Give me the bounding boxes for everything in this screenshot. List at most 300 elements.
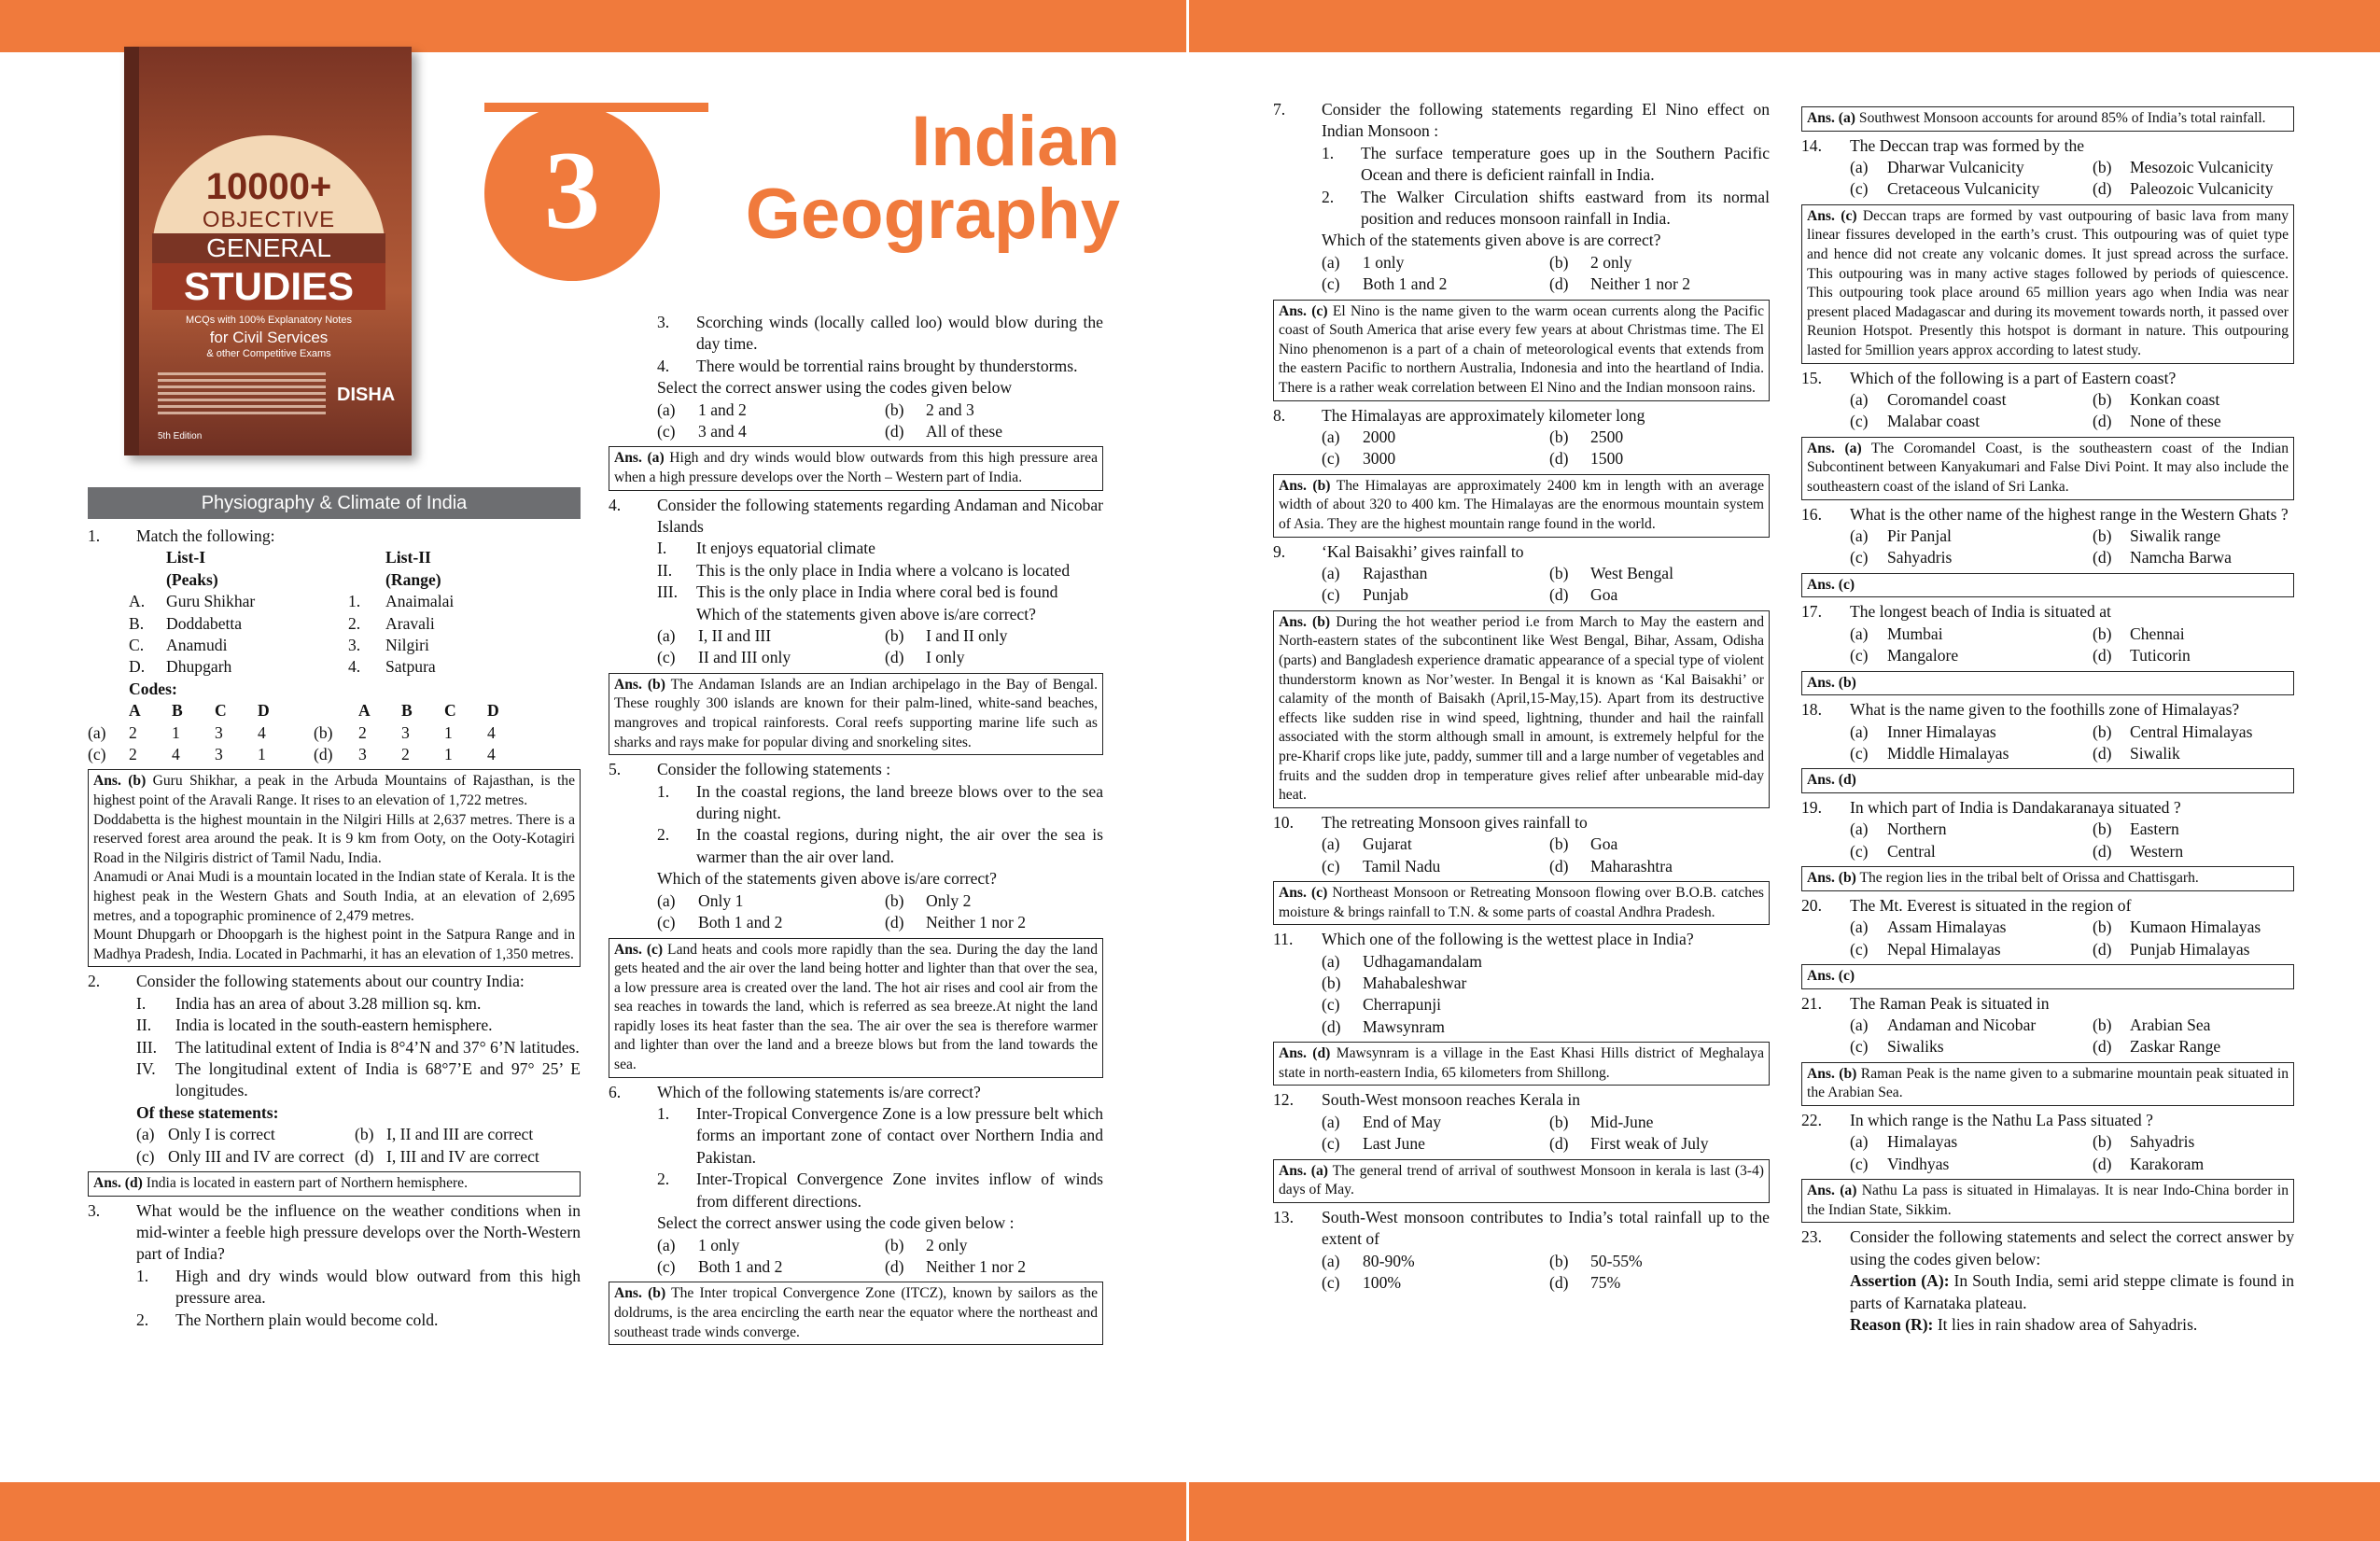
question-11 <box>1273 929 1770 950</box>
code-value: 2 <box>358 722 367 742</box>
answer-box-2 <box>88 1171 581 1197</box>
code-value: 3 <box>358 745 367 764</box>
question-9 <box>1273 541 1770 563</box>
option-text: Cherrapunji <box>1363 995 1442 1015</box>
question-12 <box>1273 1089 1770 1111</box>
option-text: None of these <box>2130 412 2221 431</box>
question-number: 5. <box>609 760 622 779</box>
statement-number: III. <box>657 582 678 602</box>
option-label: (a) <box>1850 158 1869 176</box>
option-text: Mesozoic Vulcanicity <box>2130 158 2274 176</box>
match-row-range: Aravali <box>385 613 435 633</box>
option-label: (a) <box>657 890 676 910</box>
option-text: Konkan coast <box>2130 389 2220 409</box>
option-text: Neither 1 nor 2 <box>926 1256 1026 1276</box>
option-label: (b) <box>355 1125 374 1144</box>
option-text: End of May <box>1363 1112 1442 1131</box>
question-14 <box>1801 135 2294 157</box>
code-head: C <box>444 701 456 721</box>
answer-label: Ans. (a) <box>1807 440 1862 456</box>
statement <box>657 356 1103 377</box>
option-label: (a) <box>1850 918 1869 937</box>
option-label: (a) <box>657 399 676 419</box>
options <box>1322 427 1770 470</box>
codes-table <box>88 700 581 765</box>
option-label: (a) <box>1850 1132 1869 1152</box>
statement <box>136 1015 581 1036</box>
answer-box-12 <box>1273 1159 1770 1203</box>
question-number: 14. <box>1801 135 1822 155</box>
question-number: 13. <box>1273 1207 1294 1226</box>
reason <box>1850 1314 2294 1336</box>
answer-box-6 <box>609 1282 1103 1345</box>
cover-count: 10000+ <box>205 166 332 207</box>
match-row-range: Anaimalai <box>385 592 455 611</box>
option-text: 1 only <box>698 1235 740 1254</box>
statement <box>657 581 1103 603</box>
answer-box-7 <box>1273 300 1770 401</box>
statement <box>657 1103 1103 1169</box>
question-number: 10. <box>1273 812 1294 832</box>
option-text: Sahyadris <box>2130 1132 2195 1152</box>
option-label: (b) <box>2093 389 2112 409</box>
answer-label: Ans. (b) <box>1807 870 1856 887</box>
option-text: Udhagamandalam <box>1363 951 1482 971</box>
answer-box-21 <box>1801 1062 2294 1106</box>
question-7 <box>1273 99 1770 143</box>
options <box>1850 525 2294 569</box>
answer-text: The general trend of arrival of southwest Monsoon in kerala is last (3-4) days of May. <box>1279 1162 1764 1198</box>
option-text: I, II and III <box>698 626 772 646</box>
options <box>1322 252 1770 296</box>
cover-subtitle-1: MCQs with 100% Explanatory Notes <box>186 315 352 326</box>
question-number: 12. <box>1273 1090 1294 1110</box>
code-head: B <box>401 701 413 721</box>
answer-label: Ans. (b) <box>1279 477 1331 494</box>
option-label: (b) <box>1549 564 1569 583</box>
option-label: (d) <box>2093 646 2112 665</box>
question-text: The Mt. Everest is situated in the region of <box>1850 895 2132 915</box>
code-value: 4 <box>487 745 496 764</box>
statement-number: 1. <box>136 1266 149 1285</box>
question-text: Which of the following is a part of Eastern coast? <box>1850 368 2177 387</box>
answer-label: Ans. (a) <box>1807 110 1855 126</box>
option-text: Siwaliks <box>1887 1037 1944 1057</box>
question-text: Consider the following statements and select the correct answer by using the codes given below: <box>1850 1227 2294 1268</box>
answer-text: The region lies in the tribal belt of Orissa and Chattisgarh. <box>1859 870 2199 887</box>
option-text: Northern <box>1887 820 1947 839</box>
option-label: (a) <box>1322 427 1340 447</box>
question-text: Consider the following statements regarding Andaman and Nicobar Islands <box>657 495 1103 537</box>
answer-label: Ans. (b) <box>1279 613 1331 630</box>
statement-number: 2. <box>657 1170 670 1189</box>
option-text: 2 only <box>926 1235 968 1254</box>
answer-text: Nathu La pass is situated in Himalayas. It is near Indo-China border in the Indian State, Sikkim. <box>1807 1183 2289 1218</box>
code-head: D <box>487 701 499 721</box>
option-label: (d) <box>2093 939 2112 959</box>
option-text: Andaman and Nicobar <box>1887 1016 2037 1035</box>
options <box>1322 834 1770 877</box>
question-number: 1. <box>88 526 101 545</box>
question-number: 8. <box>1273 405 1286 425</box>
answer-text: Land heats and cools more rapidly than the sea. During the day the land gets heated and the air over the land being hotter and lighter than that over the sea, a low pressure area is created over the land. The hot air rises and cool air from the sea reaches in towards the land, which is referred as sea breeze.At night the land rapidly loses its heat faster than the sea. The air over the sea is therefore warmer and lighter than over the land and a breeze blows but from the land towards the sea. <box>614 941 1098 1073</box>
question-number: 22. <box>1801 1111 1822 1130</box>
option-text: Paleozoic Vulcanicity <box>2130 179 2274 199</box>
question-2 <box>88 971 581 992</box>
option-text: Western <box>2130 841 2184 861</box>
question-number: 2. <box>88 972 101 991</box>
question-number: 4. <box>609 495 622 514</box>
statement <box>1322 143 1770 187</box>
option-text: Both 1 and 2 <box>1363 274 1448 294</box>
option-text: Zaskar Range <box>2130 1037 2221 1057</box>
statement <box>136 993 581 1015</box>
statement-number: 1. <box>657 781 670 801</box>
options <box>1850 157 2294 201</box>
option-text: Namcha Barwa <box>2130 548 2232 567</box>
option-label: (a) <box>1322 1112 1340 1131</box>
code-value: 2 <box>401 745 410 764</box>
option-label: (b) <box>1549 1251 1569 1270</box>
option-label: (b) <box>2093 1016 2112 1035</box>
option-text: Sahyadris <box>1887 548 1953 567</box>
question-4 <box>609 495 1103 539</box>
code-option: (d) <box>314 745 333 764</box>
option-text: Cretaceous Vulcanicity <box>1887 179 2040 199</box>
option-label: (a) <box>1850 721 1869 741</box>
code-value: 2 <box>129 745 137 764</box>
statement-text: Inter-Tropical Convergence Zone invites inflow of winds from different directions. <box>696 1170 1103 1211</box>
statement-number: 1. <box>657 1104 670 1124</box>
code-head: A <box>129 701 141 721</box>
option-text: Siwalik <box>2130 744 2180 763</box>
question-text: The Deccan trap was formed by the <box>1850 135 2085 155</box>
option-text: 75% <box>1590 1273 1621 1293</box>
option-label: (b) <box>1549 427 1569 447</box>
option-label: (b) <box>2093 525 2112 545</box>
answer-box-3 <box>609 446 1103 490</box>
option-label: (a) <box>657 1235 676 1254</box>
code-value: 2 <box>129 722 137 742</box>
option-text: Maharashtra <box>1590 856 1673 876</box>
code-value: 3 <box>401 722 410 742</box>
option-text: 2500 <box>1590 427 1624 447</box>
option-text: Eastern <box>2130 820 2179 839</box>
statement-text: The latitudinal extent of India is 8°4’N and 37° 6’N latitudes. <box>175 1037 580 1057</box>
option-text: 1 only <box>1363 252 1405 272</box>
option-text: West Bengal <box>1590 564 1673 583</box>
option-label: (c) <box>1850 646 1869 665</box>
option-text: 3 and 4 <box>698 422 747 441</box>
options <box>1850 389 2294 433</box>
question-13 <box>1273 1207 1770 1251</box>
statement <box>136 1310 581 1331</box>
match-row-num: 3. <box>348 636 361 655</box>
answer-label: Ans. (d) <box>93 1175 143 1192</box>
option-text: All of these <box>926 422 1003 441</box>
options <box>657 399 1103 443</box>
match-header-left: List-I <box>166 548 206 567</box>
option-text: Gujarat <box>1363 834 1412 854</box>
option-text: Karakoram <box>2130 1154 2205 1173</box>
option-label: (c) <box>136 1146 155 1166</box>
option-label: (c) <box>1850 548 1869 567</box>
cover-publisher-logo: DISHA <box>337 385 396 405</box>
question-16 <box>1801 504 2294 525</box>
option-text: Goa <box>1590 585 1618 605</box>
code-option: (b) <box>314 722 333 742</box>
question-15 <box>1801 368 2294 389</box>
answer-label: Ans. (b) <box>614 676 665 693</box>
match-row-label: B. <box>129 613 145 633</box>
answer-text: The Inter tropical Convergence Zone (ITCZ), known by sailors as the doldrums, is the area encircling the earth near the equator where the northeast and southeast trade winds converge. <box>614 1285 1098 1340</box>
question-number: 18. <box>1801 700 1822 720</box>
cover-spine <box>124 47 139 455</box>
chapter-number: 3 <box>544 128 600 252</box>
question-text: ‘Kal Baisakhi’ gives rainfall to <box>1322 541 1524 561</box>
option-label: (b) <box>2093 721 2112 741</box>
code-option: (c) <box>88 745 106 764</box>
option-text: Mid-June <box>1590 1112 1654 1131</box>
option-text: I and II only <box>926 626 1008 646</box>
answer-text: Northeast Monsoon or Retreating Monsoon flowing over B.O.B. catches moisture & brings rainfall to T.N. & some parts of coastal Andhra Pradesh. <box>1279 885 1764 920</box>
statement-number: 2. <box>136 1310 149 1329</box>
answer-box-10 <box>1273 881 1770 925</box>
option-text: 100% <box>1363 1273 1402 1293</box>
option-label: (a) <box>1322 252 1340 272</box>
chapter-title-line2: Geography <box>745 175 1120 254</box>
options <box>1322 563 1770 607</box>
answer-label: Ans. (c) <box>1279 302 1328 319</box>
statement-text: There would be torrential rains brought by thunderstorms. <box>696 356 1078 375</box>
statement <box>136 1058 581 1102</box>
option-text: Goa <box>1590 834 1618 854</box>
answer-box-5 <box>609 938 1103 1078</box>
statement <box>136 1266 581 1310</box>
column-3 <box>1273 99 1770 1294</box>
match-subheader-right: (Range) <box>385 569 441 589</box>
statement-number: 3. <box>657 313 670 331</box>
option-text: Rajasthan <box>1363 564 1428 583</box>
answer-label: Ans. (a) <box>1807 1183 1857 1199</box>
option-label: (a) <box>1850 820 1869 839</box>
question-number: 9. <box>1273 541 1286 561</box>
option-text: Punjab <box>1363 585 1408 605</box>
match-row-range: Nilgiri <box>385 636 429 655</box>
statement-text: It enjoys equatorial climate <box>696 539 875 558</box>
question-17 <box>1801 601 2294 623</box>
cover-subtitle-2: for Civil Services <box>209 329 329 346</box>
question-number: 6. <box>609 1082 622 1101</box>
answer-label: Ans. (a) <box>614 450 665 467</box>
option-label: (d) <box>2093 179 2112 199</box>
statement <box>657 824 1103 868</box>
question-number: 23. <box>1801 1227 1822 1247</box>
question-text: Which one of the following is the wettest place in India? <box>1322 930 1694 949</box>
option-label: (d) <box>885 648 904 667</box>
option-text: 2 and 3 <box>926 399 974 419</box>
question-number: 11. <box>1273 930 1294 949</box>
answer-label: Ans. (b) <box>1807 1065 1857 1082</box>
option-text: Nepal Himalayas <box>1887 939 2001 959</box>
statement-text: The Northern plain would become cold. <box>175 1310 439 1329</box>
option-label: (b) <box>885 1235 904 1254</box>
answer-box-22 <box>1801 1179 2294 1223</box>
option-label: (b) <box>2093 623 2112 643</box>
match-row-peak: Dhupgarh <box>166 657 232 677</box>
option-label: (c) <box>657 648 676 667</box>
statement-number: II. <box>136 1016 152 1035</box>
option-text: Coromandel coast <box>1887 389 2007 409</box>
option-text: 2000 <box>1363 427 1396 447</box>
statement-text: In the coastal regions, the land breeze blows over to the sea during night. <box>696 781 1103 823</box>
answer-text: Deccan traps are formed by vast outpouring of basic lava from many linear fissures developed in the earth’s crust. This outpouring was of quiet type and hence did not create any volcanic domes. It just spread across the surface. This outpouring was in many active stages followed by periods of quiescence. This outpouring took place around 65 million years ago when India was near present placed Madagascar and during its movement towards north, it passed over Reunion Hotspot. Presently this hotspot is dormant in nature. This outpouring lasted for 5million years approx according to latest study. <box>1807 207 2289 358</box>
option-label: (d) <box>355 1146 374 1166</box>
statement-text: India has an area of about 3.28 million sq. km. <box>175 993 482 1013</box>
answer-text: Doddabetta is the highest mountain in the Nilgiri Hills at 2,637 metres. There is a reserved forest area around the peak. It is 9 km from Ooty, on the Ooty-Kotagiri Road in the Nilgiris district of Tamil Nadu, India. <box>93 811 575 866</box>
option-text: Only III and IV are correct <box>168 1146 344 1166</box>
question-18 <box>1801 699 2294 721</box>
instruction-text: Which of the statements given above is are correct? <box>1322 231 1661 250</box>
option-label: (d) <box>2093 841 2112 861</box>
option-text: 1500 <box>1590 449 1624 469</box>
option-text: 1 and 2 <box>698 399 747 419</box>
option-text: Himalayas <box>1887 1132 1958 1152</box>
option-label: (b) <box>2093 820 2112 839</box>
option-text: Mawsynram <box>1363 1016 1445 1036</box>
of-these-text: Of these statements: <box>136 1102 279 1122</box>
answer-box-13 <box>1801 106 2294 132</box>
answer-label: Ans. (b) <box>1807 674 1856 691</box>
code-value: 4 <box>172 745 180 764</box>
option-label: (d) <box>2093 412 2112 431</box>
option-label: (d) <box>1549 1134 1569 1154</box>
statement-text: India is located in the south-eastern hemisphere. <box>175 1016 493 1035</box>
page-gutter-top <box>1186 0 1189 52</box>
code-value: 3 <box>215 722 223 742</box>
answer-label: Ans. (c) <box>614 941 664 958</box>
question-number: 7. <box>1273 100 1286 119</box>
code-head: D <box>258 701 270 721</box>
match-row-label: A. <box>129 592 146 611</box>
option-label: (c) <box>1850 412 1869 431</box>
match-table <box>129 547 581 678</box>
answer-box-17 <box>1801 671 2294 696</box>
question-text: Consider the following statements : <box>657 760 891 779</box>
answer-label: Ans. (a) <box>1279 1162 1328 1179</box>
option-label: (c) <box>1322 449 1340 469</box>
question-text: Which of the following statements is/are correct? <box>657 1082 981 1101</box>
cover-edition: 5th Edition <box>158 431 203 441</box>
question-number: 20. <box>1801 895 1822 915</box>
option-label: (a) <box>657 626 676 646</box>
question-text: What is the name given to the foothills zone of Himalayas? <box>1850 700 2240 720</box>
option-label: (c) <box>1322 274 1340 294</box>
option-label: (b) <box>885 399 904 419</box>
statement <box>657 560 1103 581</box>
statement-text: The longitudinal extent of India is 68°7’E and 97° 25’ E longitudes. <box>175 1059 581 1100</box>
answer-box-1 <box>88 769 581 967</box>
question-text: In which range is the Nathu La Pass situated ? <box>1850 1111 2153 1130</box>
instruction-text: Which of the statements given above is/are correct? <box>696 604 1036 623</box>
options <box>1850 1131 2294 1175</box>
statement-number: I. <box>136 993 147 1013</box>
code-value: 1 <box>444 745 453 764</box>
option-label: (a) <box>1322 834 1340 854</box>
option-text: Inner Himalayas <box>1887 721 1996 741</box>
code-value: 4 <box>487 722 496 742</box>
option-text: Kumaon Himalayas <box>2130 918 2261 937</box>
option-text: Last June <box>1363 1134 1425 1154</box>
match-row-peak: Anamudi <box>166 636 228 655</box>
match-row-num: 4. <box>348 657 361 677</box>
options <box>657 890 1103 934</box>
answer-text: India is located in eastern part of Northern hemisphere. <box>146 1175 469 1192</box>
answer-text: Southwest Monsoon accounts for around 85% of India’s total rainfall. <box>1858 110 2266 126</box>
answer-label: Ans. (b) <box>93 773 147 790</box>
question-text: What would be the influence on the weather conditions when in mid-winter a feeble high pressure develops over the North-Western part of India? <box>136 1200 581 1264</box>
match-row-label: C. <box>129 636 145 655</box>
statement-number: III. <box>136 1037 157 1057</box>
answer-text: Guru Shikhar, a peak in the Arbuda Mountains of Rajasthan, is the highest point of the Aravali Range. It rises to an elevation of 1,722 metres. <box>93 773 576 809</box>
book-cover-image <box>124 47 412 455</box>
chapter-number-circle <box>484 105 660 281</box>
statement-number: 4. <box>657 356 670 375</box>
question-number: 15. <box>1801 368 1822 387</box>
match-row-num: 1. <box>348 592 361 611</box>
section-heading: Physiography & Climate of India <box>88 487 581 519</box>
column-2 <box>609 312 1103 1349</box>
statement-text: This is the only place in India where a volcano is located <box>696 560 1071 580</box>
match-row-range: Satpura <box>385 657 436 677</box>
code-value: 1 <box>444 722 453 742</box>
match-row-peak: Guru Shikhar <box>166 592 256 611</box>
option-text: First weak of July <box>1590 1134 1709 1154</box>
option-text: Dharwar Vulcanicity <box>1887 158 2024 176</box>
statement <box>1322 187 1770 231</box>
options <box>1322 951 1770 1039</box>
question-21 <box>1801 993 2294 1015</box>
match-header-right: List-II <box>385 548 431 567</box>
option-text: 2 only <box>1590 252 1632 272</box>
statement-number: II. <box>657 560 673 580</box>
statement-text: Inter-Tropical Convergence Zone is a low pressure belt which forms an important zone of contact over Northern India and Pakistan. <box>696 1104 1103 1167</box>
option-label: (d) <box>885 913 904 932</box>
cover-studies: STUDIES <box>152 263 385 310</box>
answer-box-9 <box>1273 610 1770 808</box>
option-text: II and III only <box>698 648 791 667</box>
cover-bullet-list <box>158 369 326 425</box>
statement-number: 2. <box>1322 187 1335 206</box>
statement-number: 1. <box>1322 143 1335 162</box>
match-row-num: 2. <box>348 613 361 633</box>
of-these-label <box>136 1102 581 1124</box>
option-label: (b) <box>2093 158 2112 176</box>
answer-text: El Nino is the name given to the warm ocean currents along the Pacific coast of South America that arise every few years at about Christmas time. The El Nino phenomenon is a part of a chain of meteorological events that extends from the eastern Pacific to northern Australia, Indonesia and into the heartland of India. There is a rather weak correlation between El Nino and the Indian monsoon rains. <box>1279 302 1764 397</box>
match-row-peak: Doddabetta <box>166 613 243 633</box>
answer-label: Ans. (c) <box>1807 968 1855 985</box>
statement-text: The Walker Circulation shifts eastward from its normal position and reduces monsoon rainfall in India. <box>1361 187 1770 229</box>
option-text: Central Himalayas <box>2130 721 2253 741</box>
option-label: (c) <box>1322 995 1340 1015</box>
answer-box-4 <box>609 673 1103 755</box>
cover-general: GENERAL <box>152 233 385 263</box>
question-20 <box>1801 895 2294 917</box>
option-text: Assam Himalayas <box>1887 918 2007 937</box>
answer-text: Mount Dhupgarh or Dhoopgarh is the highest point in the Satpura Range and in Madhya Pradesh, India. Located in Pachmarhi, it has an elevation of 1,350 metres. <box>93 927 575 962</box>
question-text: In which part of India is Dandakaranaya situated ? <box>1850 798 2181 817</box>
option-text: Malabar coast <box>1887 412 1981 431</box>
